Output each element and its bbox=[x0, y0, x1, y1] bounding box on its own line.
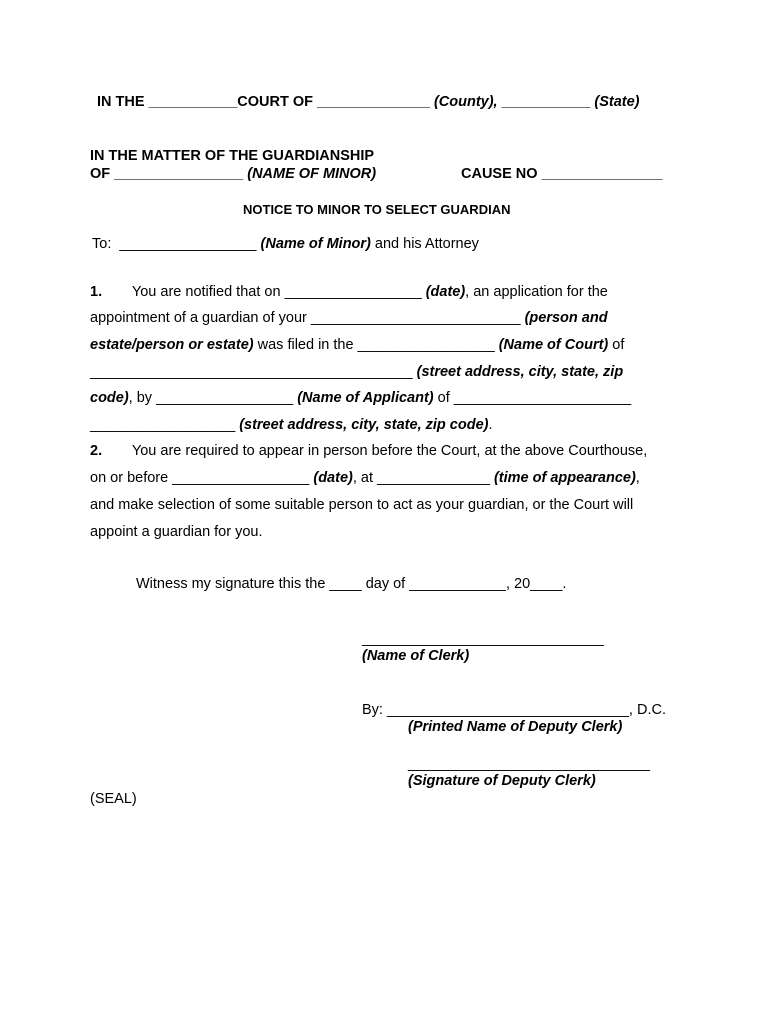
para2-line-3: and make selection of some suitable person to act as your guardian, or the Court will bbox=[90, 497, 634, 513]
time-label: (time of appearance) bbox=[493, 470, 636, 486]
applicant-address-label: (street address, city, state, zip code) bbox=[239, 417, 489, 433]
person-blank: __________________________ bbox=[310, 310, 521, 326]
to-line bbox=[92, 236, 479, 252]
witness-line: Witness my signature this the ____ day of ____________, 20____. bbox=[136, 576, 567, 592]
address-label: (street address, city, state, zip bbox=[416, 364, 624, 380]
para1-line-4 bbox=[90, 363, 623, 381]
para1-line-2 bbox=[90, 309, 608, 327]
to-rest: and his Attorney bbox=[374, 236, 479, 252]
applicant-address-blank: __________________ bbox=[90, 417, 236, 433]
deputy-signature-label: (Signature of Deputy Clerk) bbox=[408, 773, 596, 789]
para2-line-4: appoint a guardian for you. bbox=[90, 524, 263, 540]
court-header bbox=[97, 94, 640, 110]
appearance-date-blank: _________________ bbox=[172, 470, 310, 486]
para1-line-6 bbox=[90, 416, 493, 434]
deputy-signature-line: ______________________________ bbox=[408, 756, 650, 772]
para2-text: You are required to appear in person before the Court, at the above Courthouse, bbox=[131, 443, 648, 459]
county-label: (County), bbox=[433, 94, 498, 110]
para1-number: 1. bbox=[90, 284, 103, 300]
para1-line-3 bbox=[90, 336, 624, 354]
of-text: OF bbox=[90, 166, 111, 182]
minor-name-label: (Name of Minor) bbox=[260, 236, 371, 252]
court-name-label: (Name of Court) bbox=[498, 337, 609, 353]
para1-text: , by bbox=[128, 390, 153, 406]
person-estate-label: (person and bbox=[524, 310, 608, 326]
para1-text: , an application for the bbox=[465, 284, 608, 300]
printed-name-label: (Printed Name of Deputy Clerk) bbox=[408, 719, 623, 735]
applicant-address-blank: ______________________ bbox=[453, 390, 632, 406]
address-label: code) bbox=[90, 390, 129, 406]
para2-line-1 bbox=[90, 442, 647, 460]
comma: , bbox=[635, 470, 640, 486]
court-of-text: COURT OF bbox=[237, 94, 313, 110]
court-blank: _________________ bbox=[357, 337, 495, 353]
date-label: (date) bbox=[425, 284, 466, 300]
date-blank: _________________ bbox=[284, 284, 422, 300]
para2-line-2 bbox=[90, 469, 640, 487]
applicant-label: (Name of Applicant) bbox=[297, 390, 434, 406]
time-blank: ______________ bbox=[377, 470, 490, 486]
deputy-by-line bbox=[362, 702, 666, 718]
state-label: (State) bbox=[594, 94, 640, 110]
seal-text: (SEAL) bbox=[90, 791, 137, 807]
county-blank: ______________ bbox=[317, 94, 430, 110]
to-blank: _________________ bbox=[119, 236, 257, 252]
minor-name-blank: ________________ bbox=[114, 166, 244, 182]
para1-text: You are notified that on bbox=[131, 284, 281, 300]
para2-number: 2. bbox=[90, 443, 103, 459]
para1-text: was filed in the bbox=[257, 337, 354, 353]
para1-line-1 bbox=[90, 283, 608, 301]
state-blank: ___________ bbox=[501, 94, 591, 110]
clerk-signature-line: ______________________________ bbox=[362, 631, 604, 647]
date-label: (date) bbox=[313, 470, 353, 486]
to-text: To: bbox=[92, 236, 112, 252]
court-name-blank: ___________ bbox=[148, 94, 238, 110]
person-estate-label: estate/person or estate) bbox=[90, 337, 254, 353]
in-the-text: IN THE bbox=[97, 94, 145, 110]
deputy-name-blank: ______________________________ bbox=[386, 702, 629, 718]
para2-text: on or before bbox=[90, 470, 169, 486]
matter-line-1: IN THE MATTER OF THE GUARDIANSHIP bbox=[90, 148, 375, 164]
para1-text: appointment of a guardian of your bbox=[90, 310, 307, 326]
cause-label: CAUSE NO bbox=[461, 166, 538, 182]
para1-line-5 bbox=[90, 389, 631, 407]
minor-name-label: (NAME OF MINOR) bbox=[247, 166, 377, 182]
matter-line-2 bbox=[90, 166, 376, 182]
clerk-name-label: (Name of Clerk) bbox=[362, 648, 470, 664]
dc-text: , D.C. bbox=[628, 702, 666, 718]
period: . bbox=[488, 417, 493, 433]
para2-text: , at bbox=[352, 470, 373, 486]
cause-number bbox=[461, 166, 663, 182]
address-blank: ________________________________________ bbox=[90, 364, 413, 380]
by-text: By: bbox=[362, 702, 383, 718]
para1-text: of bbox=[437, 390, 450, 406]
document-title: NOTICE TO MINOR TO SELECT GUARDIAN bbox=[243, 202, 511, 217]
para1-text: of bbox=[612, 337, 625, 353]
cause-blank: _______________ bbox=[541, 166, 663, 182]
applicant-blank: _________________ bbox=[156, 390, 294, 406]
